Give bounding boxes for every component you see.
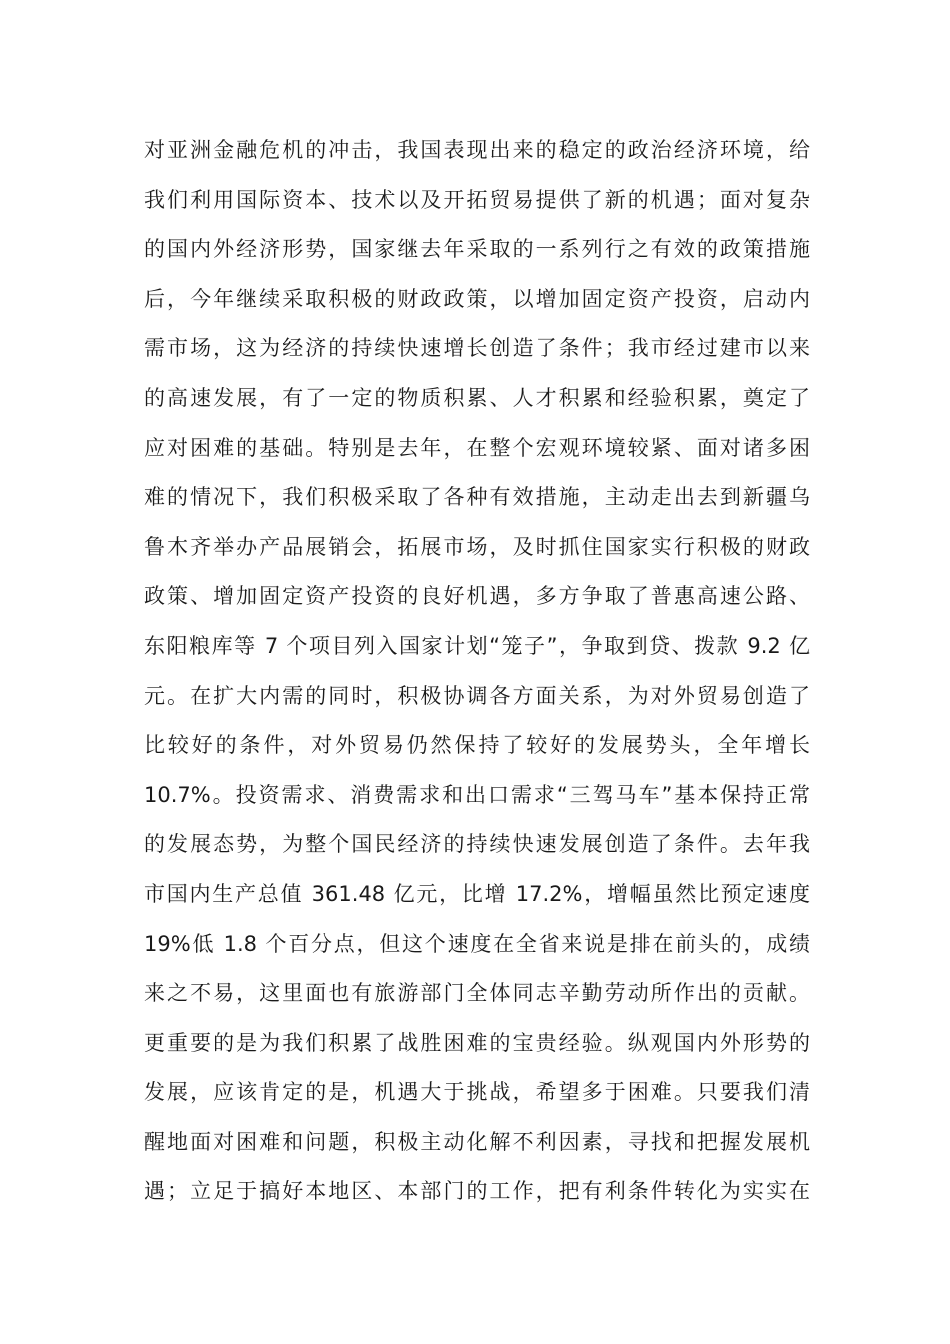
text-line: 来之不易，这里面也有旅游部门全体同志辛勤劳动所作出的贡献。 (144, 981, 810, 1006)
text-line: 的国内外经济形势，国家继去年采取的一系列行之有效的政策措施 (144, 237, 810, 262)
text-line: 10.7%。投资需求、消费需求和出口需求“三驾马车”基本保持正常 (144, 782, 810, 807)
text-line: 19%低 1.8 个百分点，但这个速度在全省来说是排在前头的，成绩 (144, 931, 810, 956)
text-line: 发展，应该肯定的是，机遇大于挑战，希望多于困难。只要我们清 (144, 1080, 810, 1105)
text-line: 市国内生产总值 361.48 亿元，比增 17.2%，增幅虽然比预定速度 (144, 881, 810, 906)
text-line: 比较好的条件，对外贸易仍然保持了较好的发展势头，全年增长 (144, 733, 810, 758)
text-line: 的发展态势，为整个国民经济的持续快速发展创造了条件。去年我 (144, 832, 810, 857)
text-line: 我们利用国际资本、技术以及开拓贸易提供了新的机遇；面对复杂 (144, 187, 810, 212)
text-line: 鲁木齐举办产品展销会，拓展市场，及时抓住国家实行积极的财政 (144, 534, 810, 559)
text-line: 遇；立足于搞好本地区、本部门的工作，把有利条件转化为实实在 (144, 1179, 810, 1204)
text-line: 需市场，这为经济的持续快速增长创造了条件；我市经过建市以来 (144, 336, 810, 361)
text-line: 的高速发展，有了一定的物质积累、人才积累和经验积累，奠定了 (144, 385, 810, 410)
text-line: 后，今年继续采取积极的财政政策，以增加固定资产投资，启动内 (144, 286, 810, 311)
text-line: 应对困难的基础。特别是去年，在整个宏观环境较紧、面对诸多困 (144, 435, 810, 460)
text-line: 醒地面对困难和问题，积极主动化解不利因素，寻找和把握发展机 (144, 1129, 810, 1154)
text-line: 东阳粮库等 7 个项目列入国家计划“笼子”，争取到贷、拨款 9.2 亿 (144, 633, 810, 658)
text-line: 元。在扩大内需的同时，积极协调各方面关系，为对外贸易创造了 (144, 683, 810, 708)
text-line: 更重要的是为我们积累了战胜困难的宝贵经验。纵观国内外形势的 (144, 1030, 810, 1055)
text-line: 对亚洲金融危机的冲击，我国表现出来的稳定的政治经济环境，给 (144, 138, 810, 162)
text-line: 难的情况下，我们积极采取了各种有效措施，主动走出去到新疆乌 (144, 485, 810, 510)
body-paragraph (144, 126, 810, 1217)
text-line: 政策、增加固定资产投资的良好机遇，多方争取了普惠高速公路、 (144, 584, 810, 609)
